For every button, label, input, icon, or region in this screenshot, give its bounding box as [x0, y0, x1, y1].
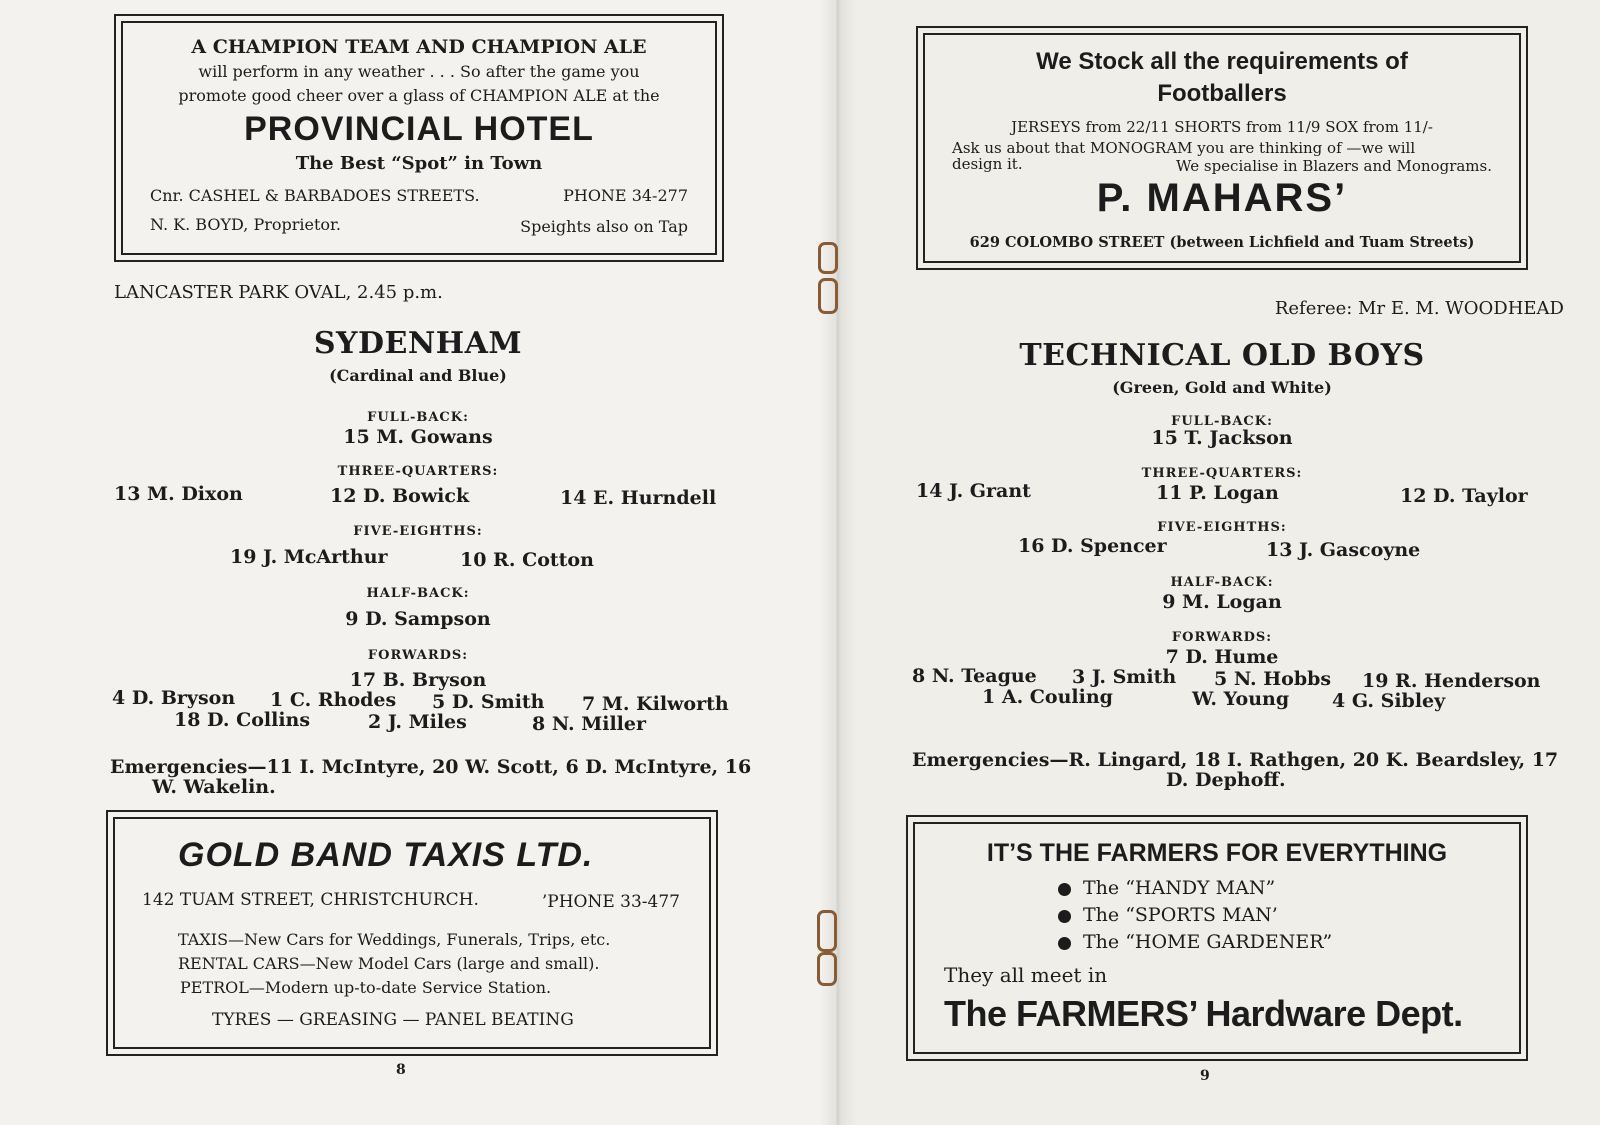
sydenham-colours: (Cardinal and Blue) — [329, 366, 507, 385]
mahars-line-3b: We specialise in Blazers and Monograms. — [1176, 157, 1492, 175]
staple-top-lower — [818, 278, 838, 314]
farmers-item-2 — [1058, 904, 1278, 926]
player-forward-4: 7 M. Kilworth — [582, 693, 729, 715]
mahars-prices: JERSEYS from 22/11 SHORTS from 11/9 SOX from 11/- — [1011, 118, 1433, 136]
player-halfback: 9 M. Logan — [1162, 591, 1282, 613]
hotel-phone: PHONE 34-277 — [563, 186, 688, 205]
taxis-name: GOLD BAND TAXIS LTD. — [178, 836, 594, 874]
player-forward-7: 8 N. Miller — [532, 713, 646, 735]
tob-colours: (Green, Gold and White) — [1112, 378, 1332, 397]
champion-line-2: will perform in any weather . . . So after the game you — [198, 62, 640, 81]
player-forward-2: 3 J. Smith — [1072, 666, 1177, 688]
player-fullback: 15 T. Jackson — [1151, 427, 1293, 449]
player-forward-3: 5 D. Smith — [432, 691, 545, 713]
player-forward-5: 1 A. Couling — [982, 686, 1113, 708]
mahars-line-2: Ask us about that MONOGRAM you are thinking of —we will — [952, 139, 1416, 157]
hotel-proprietor: N. K. BOYD, Proprietor. — [150, 215, 341, 234]
position-label-fullback: FULL-BACK: — [367, 410, 469, 425]
venue-text: LANCASTER PARK OVAL, 2.45 p.m. — [114, 282, 443, 303]
position-label-forwards: FORWARDS: — [1171, 630, 1273, 645]
bullet-icon — [1058, 910, 1071, 923]
hotel-name: PROVINCIAL HOTEL — [244, 110, 594, 148]
champion-line-3: promote good cheer over a glass of CHAMPION ALE at the — [178, 86, 660, 105]
player-fe-2: 10 R. Cotton — [460, 549, 594, 571]
emergencies-line-2: W. Wakelin. — [152, 776, 276, 798]
player-forward-1: 4 D. Bryson — [112, 687, 236, 709]
player-tq-2: 12 D. Bowick — [330, 485, 470, 507]
farmers-meet: They all meet in — [944, 963, 1108, 987]
mahars-name: P. MAHARS’ — [1096, 176, 1348, 220]
champion-headline: A CHAMPION TEAM AND CHAMPION ALE — [191, 36, 647, 58]
emergencies-line-1: Emergencies—R. Lingard, 18 I. Rathgen, 20 K. Beardsley, 17 — [912, 749, 1559, 771]
farmers-item-1 — [1058, 877, 1275, 899]
player-forward-top: 17 B. Bryson — [349, 669, 487, 691]
bullet-icon — [1058, 883, 1071, 896]
farmers-name: The FARMERS’ Hardware Dept. — [944, 993, 1463, 1034]
farmers-item-2-label: The “SPORTS MAN’ — [1083, 904, 1278, 926]
taxis-petrol-line: PETROL—Modern up-to-date Service Station. — [180, 978, 552, 997]
gold-band-taxis-ad — [106, 810, 718, 1056]
player-forward-6: W. Young — [1192, 688, 1290, 710]
mahars-address: 629 COLOMBO STREET (between Lichfield and Tuam Streets) — [969, 234, 1475, 251]
position-label-forwards: FORWARDS: — [367, 648, 469, 663]
taxis-phone: ’PHONE 33-477 — [541, 892, 680, 912]
player-forward-4: 19 R. Henderson — [1362, 670, 1541, 692]
mahars-line-3a: design it. — [952, 155, 1023, 173]
emergencies-line-1: Emergencies—11 I. McIntyre, 20 W. Scott, 6 D. McIntyre, 16 — [110, 756, 752, 778]
staple-bottom-lower — [817, 952, 837, 986]
page-number-left: 8 — [396, 1062, 406, 1078]
taxis-address: 142 TUAM STREET, CHRISTCHURCH. — [142, 890, 479, 910]
mahars-headline-1: We Stock all the requirements of — [1036, 48, 1408, 75]
farmers-headline: IT’S THE FARMERS FOR EVERYTHING — [986, 839, 1448, 867]
player-forward-1: 8 N. Teague — [912, 665, 1037, 687]
position-label-halfback: HALF-BACK: — [366, 586, 470, 601]
mahars-headline-2: Footballers — [1157, 80, 1287, 107]
farmers-item-1-label: The “HANDY MAN” — [1083, 877, 1276, 899]
taxis-taxis-line: TAXIS—New Cars for Weddings, Funerals, Trips, etc. — [178, 930, 611, 949]
player-halfback: 9 D. Sampson — [345, 608, 491, 630]
hotel-address: Cnr. CASHEL & BARBADOES STREETS. — [150, 186, 480, 205]
player-forward-6: 2 J. Miles — [368, 711, 467, 733]
right-page — [836, 0, 1600, 1125]
position-label-threequarters: THREE-QUARTERS: — [337, 464, 499, 479]
player-fe-1: 16 D. Spencer — [1018, 535, 1167, 557]
player-fe-2: 13 J. Gascoyne — [1266, 539, 1421, 561]
position-label-halfback: HALF-BACK: — [1170, 575, 1274, 590]
emergencies-line-2: D. Dephoff. — [1166, 769, 1286, 791]
taxis-rental-line: RENTAL CARS—New Model Cars (large and small). — [178, 954, 600, 973]
provincial-hotel-ad — [114, 14, 724, 262]
position-label-fiveeighths: FIVE-EIGHTHS: — [353, 524, 483, 539]
player-forward-2: 1 C. Rhodes — [270, 689, 397, 711]
staple-top — [818, 242, 838, 274]
sydenham-team-name: SYDENHAM — [313, 326, 523, 361]
position-label-threequarters: THREE-QUARTERS: — [1141, 466, 1303, 481]
page-number-right: 9 — [1200, 1068, 1210, 1084]
bullet-icon — [1058, 937, 1071, 950]
player-tq-1: 14 J. Grant — [916, 480, 1031, 502]
player-forward-3: 5 N. Hobbs — [1214, 668, 1332, 690]
farmers-ad — [906, 815, 1528, 1061]
farmers-item-3 — [1058, 931, 1332, 953]
position-label-fiveeighths: FIVE-EIGHTHS: — [1157, 520, 1287, 535]
tob-team-name: TECHNICAL OLD BOYS — [1019, 338, 1425, 373]
player-fe-1: 19 J. McArthur — [230, 546, 388, 568]
player-tq-1: 13 M. Dixon — [114, 483, 243, 505]
player-forward-5: 18 D. Collins — [174, 709, 311, 731]
hotel-tagline: The Best “Spot” in Town — [295, 153, 543, 174]
player-tq-3: 14 E. Hurndell — [560, 487, 717, 509]
hotel-speights: Speights also on Tap — [520, 217, 688, 236]
taxis-services-line: TYRES — GREASING — PANEL BEATING — [212, 1010, 574, 1030]
position-label-fullback: FULL-BACK: — [1171, 414, 1273, 429]
mahars-ad — [916, 26, 1528, 270]
staple-bottom — [817, 910, 837, 952]
farmers-item-3-label: The “HOME GARDENER” — [1083, 931, 1333, 953]
player-fullback: 15 M. Gowans — [343, 426, 493, 448]
referee-text: Referee: Mr E. M. WOODHEAD — [1274, 298, 1564, 319]
player-forward-top: 7 D. Hume — [1165, 646, 1279, 668]
player-forward-7: 4 G. Sibley — [1332, 690, 1446, 712]
player-tq-2: 11 P. Logan — [1156, 482, 1279, 504]
player-tq-3: 12 D. Taylor — [1400, 485, 1528, 507]
